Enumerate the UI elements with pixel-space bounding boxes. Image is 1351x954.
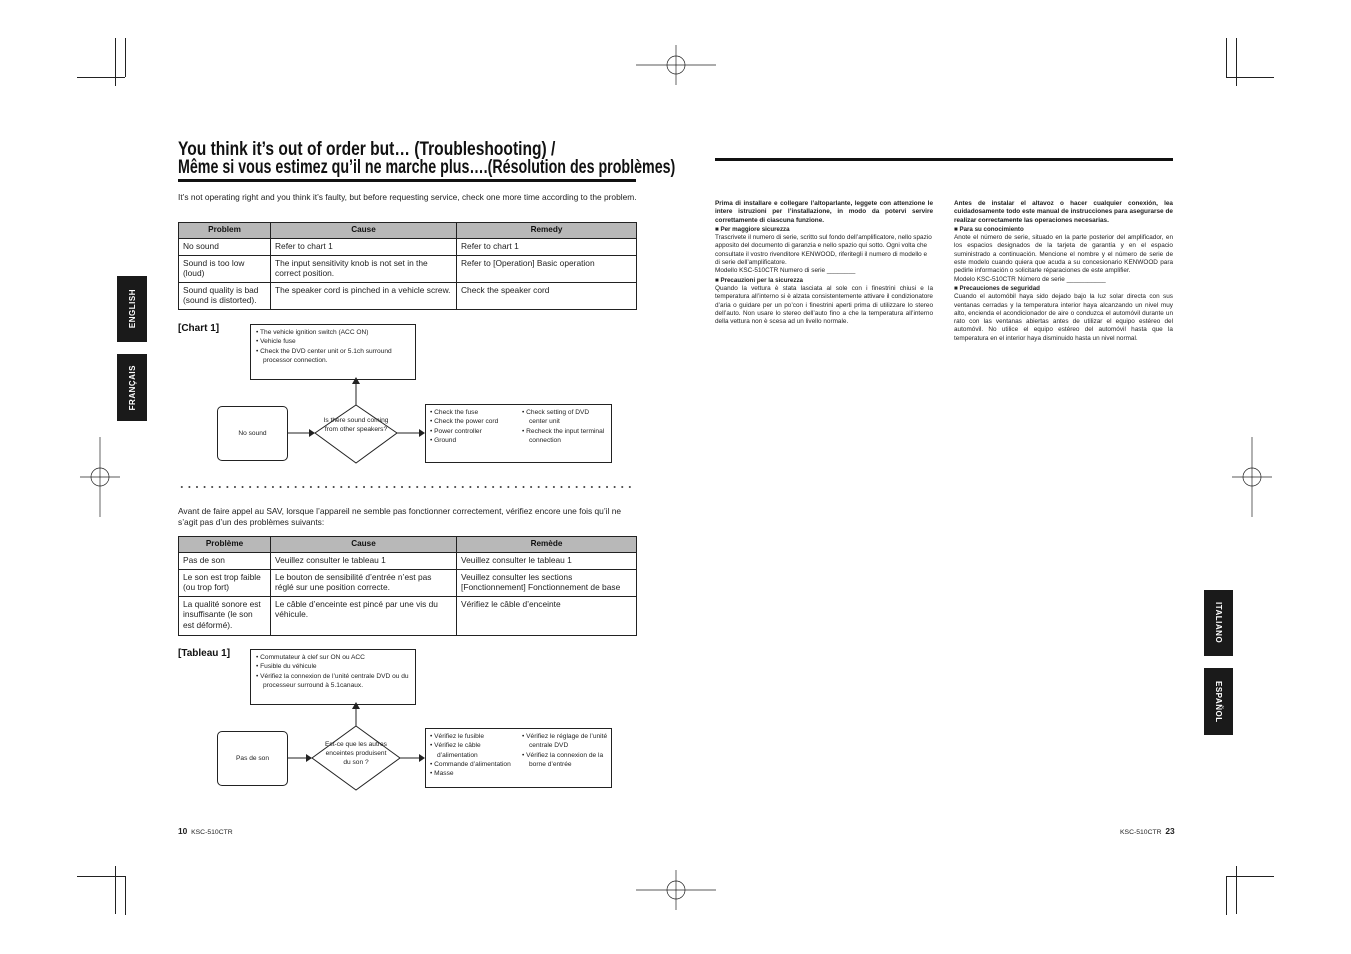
crop-mark xyxy=(1226,876,1227,915)
italian-body-2: Quando la vettura è stata lasciata al sole con i finestrini chiusi e la temperatura all’interno si è alzata consistentemente attivare il condizionatore d’aria o guidare per un po’con i finestrini aperti prima di utilizzare lo stereo dell’auto. Non usare lo stereo dell’auto fino a che la temperatura all’interno della vettura non è scesa ad un livello normale. xyxy=(715,284,933,326)
intro-english: It’s not operating right and you think it’s faulty, but before requesting service, check one more time according to the problem. xyxy=(178,192,637,202)
list-item: • Recheck the input terminal connection xyxy=(522,427,605,444)
list-item: • Check the fuse xyxy=(430,409,479,416)
table-cell: Sound is too low (loud) xyxy=(179,255,271,282)
crop-mark xyxy=(77,876,125,877)
check-box-top xyxy=(250,649,416,705)
decision-text: Est-ce que les autres enceintes produisent du son ? xyxy=(325,741,387,766)
table-row xyxy=(179,239,637,256)
table-cell: Refer to [Operation] Basic operation xyxy=(457,255,637,282)
list-item: • Check setting of DVD center unit xyxy=(522,409,590,426)
registration-mark-icon xyxy=(636,45,716,85)
crop-mark xyxy=(1226,77,1274,78)
table-cell: Refer to chart 1 xyxy=(271,239,457,256)
table-cell: Veuillez consulter les sections [Fonctionnement] Fonctionnement de base xyxy=(457,569,637,596)
spanish-body-1: Anote el número de serie, situado en la parte posterior del amplificador, en los espacios designados de la tarjeta de garantía y en el espacio suministrado a continuación. Mencione el nombre y el número de serie de este modelo cuando quiera que acuda a su concesionario KENWOOD para pedirle información o solicitarle réparaciones de este amplifier. xyxy=(954,234,1173,275)
crop-mark xyxy=(1226,38,1227,77)
list-item: • Fusible du véhicule xyxy=(256,663,317,671)
table-cell: La qualité sonore est insuffisante (le son est déformé). xyxy=(179,596,271,635)
table-row xyxy=(179,282,637,309)
table-header: Cause xyxy=(271,223,457,239)
chart-label: [Chart 1] xyxy=(178,323,220,334)
list-item: • Power controller xyxy=(430,427,482,435)
language-tab-italiano: ITALIANO xyxy=(1204,590,1233,656)
page-number: 23 xyxy=(1165,826,1175,836)
italian-heading-1: ■ Per maggiore sicurezza xyxy=(715,225,790,233)
page-footer-right xyxy=(1120,826,1175,836)
start-box: No sound xyxy=(217,406,288,461)
model-number: KSC-510CTR xyxy=(191,829,233,836)
page-number: 10 xyxy=(178,826,188,836)
table-cell: Le bouton de sensibilité d’entrée n’est pas réglé sur une position correcte. xyxy=(271,569,457,596)
table-header: Cause xyxy=(271,537,457,553)
italian-model-line: Modello KSC-510CTR Numero di serie ________ xyxy=(715,267,856,275)
title-rule xyxy=(178,179,636,182)
model-number: KSC-510CTR xyxy=(1120,829,1162,836)
table-cell: Check the speaker cord xyxy=(457,282,637,309)
language-tab-espanol: ESPAÑOL xyxy=(1204,668,1233,735)
table-cell: Sound quality is bad (sound is distorted). xyxy=(179,282,271,309)
table-cell: Veuillez consulter le tableau 1 xyxy=(457,553,637,570)
crop-mark xyxy=(125,38,126,77)
check-box-right xyxy=(425,404,612,463)
table-cell: Vérifiez le câble d’enceinte xyxy=(457,596,637,635)
crop-mark xyxy=(1226,876,1274,877)
spanish-heading-2: ■ Precauciones de seguridad xyxy=(954,284,1040,292)
language-tab-francais: FRANÇAIS xyxy=(117,354,147,421)
crop-mark xyxy=(1236,38,1237,86)
start-box: Pas de son xyxy=(217,731,288,786)
list-item: • Vérifiez la connexion de l’unité centrale DVD ou du processeur surround à 5.1canaux. xyxy=(256,672,409,689)
dotted-separator xyxy=(178,486,636,488)
table-header: Remedy xyxy=(457,223,637,239)
list-item: • Vérifiez la connexion de la borne d’entrée xyxy=(522,751,604,768)
registration-mark-icon xyxy=(636,870,716,910)
table-cell: Veuillez consulter le tableau 1 xyxy=(271,553,457,570)
crop-mark xyxy=(115,38,116,86)
table-header: Problème xyxy=(179,537,271,553)
list-item: • Check the power cord xyxy=(430,418,499,426)
italian-column xyxy=(715,200,933,326)
list-item: • Commande d’alimentation xyxy=(430,760,511,768)
decision-text: Is there sound coming from other speakers? xyxy=(323,417,389,433)
troubleshooting-table-fr xyxy=(178,536,637,636)
registration-mark-icon xyxy=(1232,437,1272,517)
registration-mark-icon xyxy=(80,437,120,517)
table-row xyxy=(179,596,637,635)
list-item: • Vehicle fuse xyxy=(256,338,296,346)
list-item: • Vérifiez le réglage de l’unité centrale DVD xyxy=(522,733,608,750)
check-box-top xyxy=(250,324,416,380)
spanish-column xyxy=(954,200,1173,343)
table-header: Remède xyxy=(457,537,637,553)
table-cell: Le son est trop faible (ou trop fort) xyxy=(179,569,271,596)
list-item: • Vérifiez le fusible xyxy=(430,733,484,740)
language-tab-english: ENGLISH xyxy=(117,276,147,342)
troubleshooting-table-en xyxy=(178,222,637,310)
table-cell: Pas de son xyxy=(179,553,271,570)
spanish-model-line: Modelo KSC-510CTR Número de serie ___________ xyxy=(954,275,1106,283)
list-item: • Check the DVD center unit or 5.1ch surround processor connection. xyxy=(256,347,392,364)
list-item: • Masse xyxy=(430,770,454,778)
page-footer-left xyxy=(178,826,233,836)
list-item: • Commutateur à clef sur ON ou ACC xyxy=(256,654,365,661)
spanish-intro: Antes de instalar el altavoz o hacer cualquier conexión, lea cuidadosamente todo este manual de instrucciones para asegurarse de realizar correctamente las operaciones necesarias. xyxy=(954,200,1173,224)
italian-heading-2: ■ Precauzioni per la sicurezza xyxy=(715,276,803,284)
table-cell: The speaker cord is pinched in a vehicle screw. xyxy=(271,282,457,309)
header-rule xyxy=(715,158,1173,161)
table-header: Problem xyxy=(179,223,271,239)
chart-label: [Tableau 1] xyxy=(178,648,231,659)
table-row xyxy=(179,569,637,596)
italian-body-1: Trascrivete il numero di serie, scritto sul fondo dell’amplificatore, nello spazio apposito del documento di garanzia e nello spazio qui sotto. Ogni volta che consultate il vostro rivenditore KENWOOD, riferitegli il numero di modello e di serie dell’amplificatore. xyxy=(715,234,932,267)
crop-mark xyxy=(125,876,126,915)
table-cell: No sound xyxy=(179,239,271,256)
italian-intro: Prima di installare e collegare l’altoparlante, leggete con attenzione le intere istruzioni per l’installazione, in modo da potervi servire correttamente di ciascuna funzione. xyxy=(715,200,933,224)
check-box-right xyxy=(425,728,612,788)
page-title-line1: You think it’s out of order but… (Troubleshooting) / xyxy=(178,139,556,160)
page-title-line2: Même si vous estimez qu’il ne marche plus….(Résolution des problèmes) xyxy=(178,157,676,178)
table-cell: Refer to chart 1 xyxy=(457,239,637,256)
list-item: • Vérifiez le câble d’alimentation xyxy=(430,742,481,759)
list-item: • Ground xyxy=(430,436,457,444)
crop-mark xyxy=(1236,866,1237,914)
list-item: • The vehicle ignition switch (ACC ON) xyxy=(256,329,369,336)
crop-mark xyxy=(77,77,125,78)
table-cell: Le câble d’enceinte est pincé par une vis du véhicule. xyxy=(271,596,457,635)
crop-mark xyxy=(115,866,116,914)
spanish-body-2: Cuando el automóbil haya sido dejado bajo la luz solar directa con sus ventanas cerradas y la temperatura interior haya alcanzando un nivel muy alto, encienda el acondicionador de aire o conduzca el automóvil durante un rato con las ventanas abiertas antes de utilizar el equipo estéreo del automóvil. No utilice el equipo estéreo del automóvil hasta que la temperatura en el interior haya disminuido hasta un nivel normal. xyxy=(954,293,1173,342)
table-row xyxy=(179,255,637,282)
table-row xyxy=(179,553,637,570)
table-cell: The input sensitivity knob is not set in the correct position. xyxy=(271,255,457,282)
intro-french: Avant de faire appel au SAV, lorsque l’appareil ne semble pas fonctionner correctement, vérifiez encore une fois qu’il ne s’agit pas d’un des problèmes suivants: xyxy=(178,506,622,527)
spanish-heading-1: ■ Para su conocimiento xyxy=(954,225,1024,233)
